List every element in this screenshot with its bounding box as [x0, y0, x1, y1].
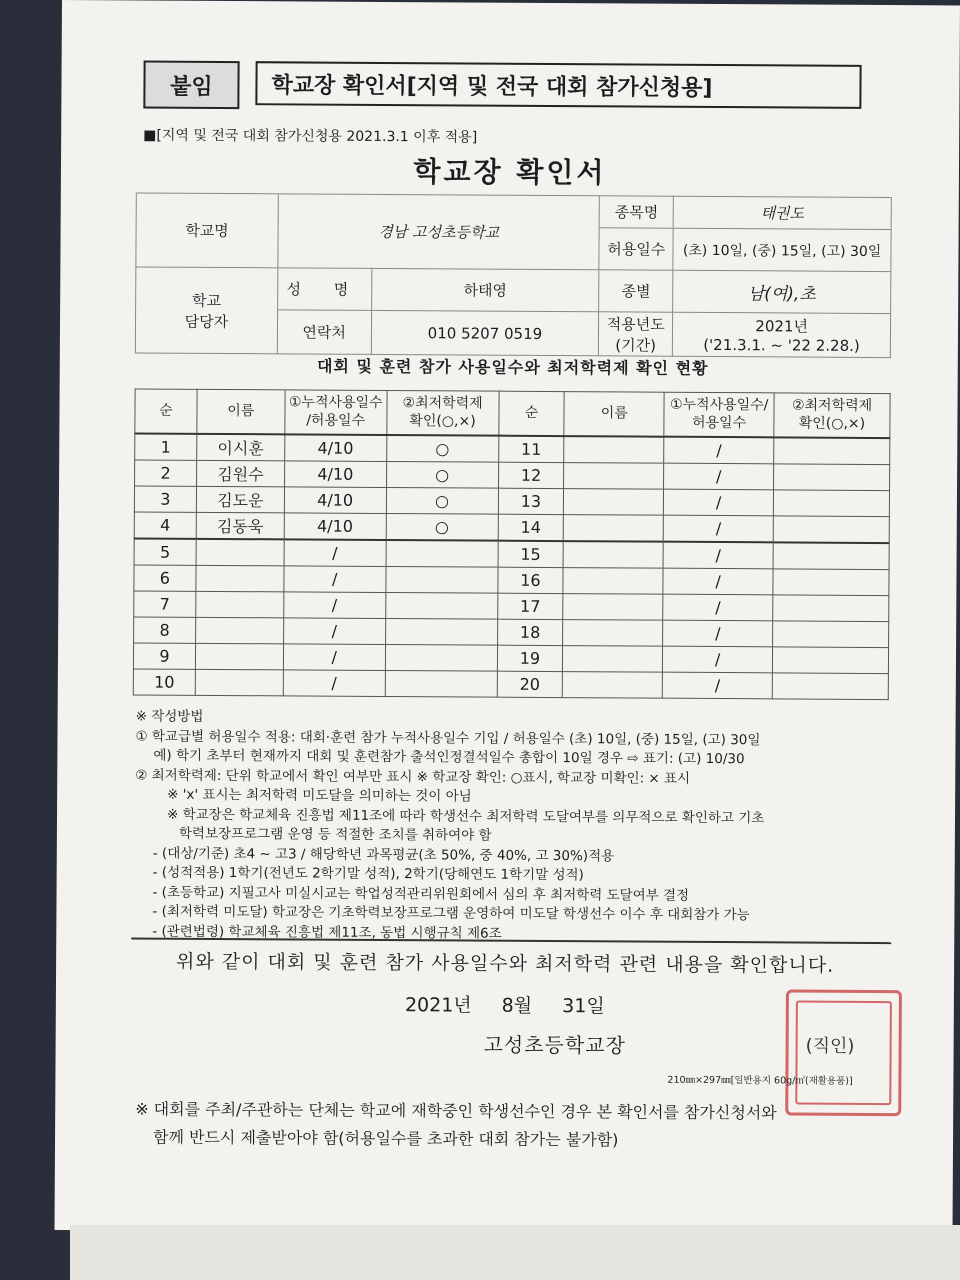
col-days-line2: /허용일수: [306, 412, 366, 430]
confirmation-statement: 위와 같이 대회 및 훈련 참가 사용일수와 최저학력 관련 내용을 확인합니다.: [176, 950, 835, 977]
row-days: 4/10: [284, 460, 386, 487]
row-no-right: 20: [497, 671, 563, 697]
row-name-right: [564, 436, 664, 463]
principal-signature: 고성초등학교장: [483, 1032, 626, 1058]
row-name-right: [563, 645, 663, 672]
footer-note: [135, 1095, 935, 1156]
row-name: 김동욱: [196, 512, 284, 539]
row-check: [385, 644, 497, 671]
row-name: [195, 669, 283, 696]
row-days-right: /: [664, 489, 774, 516]
row-name: 이시훈: [197, 433, 285, 460]
name-label: 성 명: [277, 268, 371, 311]
note-3: ※ 'x' 표시는 최저학력 미도달을 의미하는 것이 아님: [167, 786, 472, 805]
row-days-right: /: [664, 436, 774, 463]
row-no-right: 16: [497, 567, 563, 593]
col-days-right-line2: 허용일수: [691, 415, 747, 432]
detail-4: - (최저학력 미도달) 학교장은 기초학력보장프로그램 운영하여 미도달 학생선수 이수 후 대회참가 가능: [152, 903, 750, 924]
document-page: [54, 0, 959, 1235]
row-name: [196, 538, 284, 565]
row-days: 4/10: [284, 434, 386, 461]
detail-3: - (초등학교) 지필고사 미실시교는 학업성적관리위원회에서 심의 후 최저학력 도달여부 결정: [152, 884, 690, 904]
row-check-right: [774, 463, 890, 490]
detail-2: - (성적적용) 1학기(전년도 2학기말 성적), 2학기(당해연도 1학기말 성적): [152, 864, 584, 884]
seal-label: (직인): [805, 1035, 855, 1057]
notes-heading: ※ 작성방법: [135, 708, 204, 725]
row-name: [195, 643, 283, 670]
row-check-right: [773, 515, 889, 542]
row-no: 1: [135, 433, 197, 460]
header-title: 학교장 확인서[지역 및 전국 대회 참가신청용]: [255, 61, 861, 109]
row-name-right: [563, 619, 663, 646]
col-check-right-line1: ②최저학력제: [791, 397, 873, 415]
page-bottom-edge: [70, 1225, 960, 1280]
row-check-right: [773, 568, 889, 595]
col-days-right-line1: ①누적사용일수/: [669, 396, 769, 414]
row-days: /: [283, 643, 385, 670]
col-check-right: [774, 393, 890, 438]
row-check: [386, 539, 498, 566]
status-title: 대회 및 훈련 참가 사용일수와 최저학력제 확인 현황: [316, 356, 709, 378]
row-no-right: 19: [497, 645, 563, 671]
row-no: 4: [134, 511, 196, 538]
row-check-right: [773, 594, 889, 621]
row-no: 5: [134, 538, 196, 565]
row-name-right: [563, 567, 663, 594]
detail-1: - (대상/기준) 초4 ~ 고3 / 해당학년 과목평균(초 50%, 중 40%, 고 30%)적용: [152, 845, 615, 864]
row-name: 김원수: [196, 460, 284, 487]
event-value: 태권도: [673, 196, 891, 229]
year-label-line1: 적용년도: [606, 314, 665, 334]
row-no: 10: [133, 668, 195, 694]
col-check-right-line2: 확인(○,×): [798, 415, 866, 433]
row-no-right: 13: [498, 488, 564, 514]
row-days-right: /: [664, 463, 774, 490]
school-label: 학교명: [136, 193, 278, 268]
note-4a: ※ 학교장은 학교체육 진흥법 제11조에 따라 학생선수 최저학력 도달여부를 의무적으로 확인하고 기초: [166, 806, 765, 826]
row-days: /: [284, 591, 386, 618]
row-check: ○: [386, 461, 498, 488]
col-days-line1: ①누적사용일수: [288, 394, 383, 412]
col-check-line1: ②최저학력제: [402, 395, 483, 412]
col-check-line2: 확인(○,×): [409, 413, 476, 430]
row-check-right: [772, 672, 888, 699]
applicability-note: ■[지역 및 전국 대회 참가신청용 2021.3.1 이후 적용]: [143, 127, 478, 146]
row-days-right: /: [663, 646, 773, 673]
document-title: 학교장 확인서: [413, 155, 607, 190]
row-check: [385, 670, 497, 697]
writing-instructions: [134, 707, 955, 946]
row-name: [196, 591, 284, 618]
row-no-right: 18: [497, 619, 563, 645]
year-value-line2: ('21.3.1. ~ '22 2.28.): [703, 335, 860, 355]
row-name-right: [564, 488, 664, 515]
col-check: [387, 390, 499, 435]
row-no: 9: [133, 642, 195, 668]
row-no: 8: [134, 616, 196, 642]
attachment-tag: 붙임: [143, 60, 239, 109]
row-check: ○: [386, 434, 498, 461]
footer-line-1: ※ 대회를 주최/주관하는 단체는 학교에 재학중인 학생선수인 경우 본 확인서를 참가신청서와: [135, 1099, 777, 1123]
col-no-right: 순: [498, 391, 564, 435]
event-label: 종목명: [599, 196, 673, 228]
row-check: ○: [386, 513, 498, 540]
allowed-days-label: 허용일수: [599, 228, 673, 270]
row-name: 김도운: [196, 486, 284, 513]
col-no: 순: [135, 389, 197, 433]
year-label-line2: (기간): [615, 335, 657, 355]
row-days: 4/10: [284, 486, 386, 513]
col-days-right: [664, 392, 774, 437]
row-check: [385, 618, 497, 645]
manager-label: [135, 267, 277, 354]
row-no: 3: [134, 485, 196, 511]
row-days: /: [283, 669, 385, 696]
note-2: ② 최저학력제: 단위 학교에서 확인 여부만 표시 ※ 학교장 확인: ○표시, 학교장 미확인: × 표시: [135, 766, 691, 787]
confirmation-date: 2021년 8월 31일: [404, 994, 605, 1018]
note-1b: 예) 학기 초부터 현재까지 대회 및 훈련참가 출석인정결석일수 총합이 10일 경우 ⇨ 표기: (고) 10/30: [153, 747, 745, 768]
row-days: /: [284, 565, 386, 592]
row-name-right: [564, 514, 664, 541]
contact-label: 연락처: [277, 310, 371, 355]
row-days-right: /: [663, 568, 773, 595]
row-name-right: [563, 593, 663, 620]
col-name-right: 이름: [564, 392, 664, 437]
allowed-days-value: (초) 10일, (중) 15일, (고) 30일: [673, 228, 891, 271]
status-table: [133, 388, 891, 699]
manager-label-line1: 학교: [192, 291, 222, 310]
note-4b: 학력보장프로그램 운영 등 적절한 조치를 취하여야 함: [178, 825, 492, 844]
row-no: 6: [134, 564, 196, 590]
row-check-right: [773, 542, 889, 569]
year-value: [673, 312, 891, 357]
row-check-right: [774, 437, 890, 464]
note-1a: ① 학교급별 허용일수 적용: 대회·훈련 참가 누적사용일수 기입 / 허용일수 (초) 10일, (중) 15일, (고) 30일: [135, 727, 761, 748]
row-days-right: /: [663, 594, 773, 621]
footer-line-2: 함께 반드시 제출받아야 함(허용일수를 초과한 대회 참가는 불가함): [152, 1127, 619, 1150]
row-days-right: /: [663, 620, 773, 647]
row-no: 2: [135, 459, 197, 485]
paper-size-info: 210㎜×297㎜[일반용지 60g/㎡(재활용품)]: [667, 1074, 853, 1087]
col-name: 이름: [197, 389, 285, 434]
col-days: [285, 390, 387, 435]
row-no-right: 15: [498, 540, 564, 567]
row-name-right: [563, 671, 663, 698]
table-row: [133, 668, 888, 699]
row-name: [196, 565, 284, 592]
row-days-right: /: [662, 672, 772, 699]
row-name-right: [563, 541, 663, 568]
row-name: [195, 617, 283, 644]
info-table: [135, 192, 892, 358]
row-check-right: [773, 489, 889, 516]
year-label: [599, 312, 673, 356]
row-no-right: 17: [497, 593, 563, 619]
row-check-right: [772, 646, 888, 673]
category-value: 남(여),초: [673, 270, 891, 313]
row-check: [386, 566, 498, 593]
row-check: [385, 592, 497, 619]
row-no-right: 11: [498, 435, 564, 462]
row-days-right: /: [663, 515, 773, 542]
year-value-line1: 2021년: [755, 317, 809, 336]
row-days: /: [284, 539, 386, 566]
name-value: 하태영: [371, 268, 599, 311]
detail-5: - (관련법령) 학교체육 진흥법 제11조, 동법 시행규칙 제6조: [152, 923, 502, 942]
row-check: ○: [386, 487, 498, 514]
row-days: /: [283, 617, 385, 644]
school-value: 경남 고성초등학교: [278, 194, 600, 270]
row-check-right: [773, 620, 889, 647]
category-label: 종별: [599, 270, 673, 312]
row-no: 7: [134, 590, 196, 616]
row-no-right: 12: [498, 462, 564, 488]
row-no-right: 14: [498, 514, 564, 541]
manager-label-line2: 담당자: [184, 312, 229, 331]
contact-value: 010 5207 0519: [371, 310, 599, 355]
row-days: 4/10: [284, 512, 386, 539]
row-days-right: /: [663, 541, 773, 568]
row-name-right: [564, 462, 664, 489]
